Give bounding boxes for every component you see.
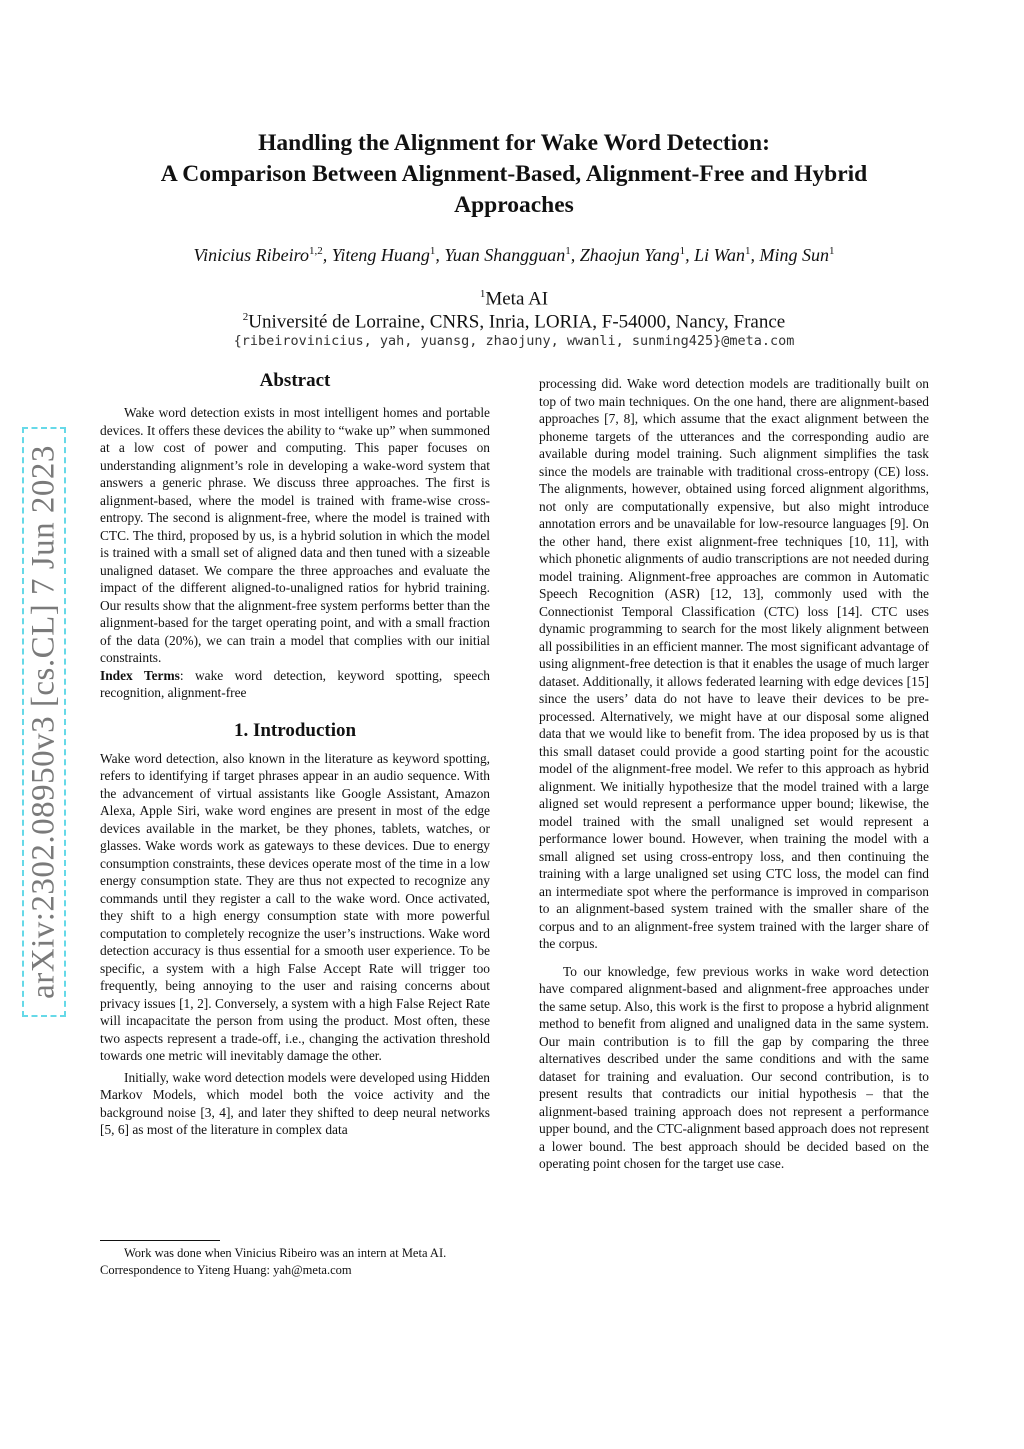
abstract-heading: Abstract <box>259 370 331 391</box>
footnote-line-2: Correspondence to Yiteng Huang: yah@meta.com <box>100 1262 352 1277</box>
affiliation-2: $^2$Université de Lorraine, CNRS, Inria, LORIA, F-54000, Nancy, France <box>242 311 786 333</box>
footnote-divider <box>100 1240 220 1241</box>
abstract-text: Wake word detection exists in most intelligent homes and portable devices. It offers these devices the ability to “wake up” when summoned at a low cost of power and computing. This paper focuses on understanding alignment’s role in developing a wake-word system that answers a generic phrase. We discuss three approaches. The first is alignment-based, where the model is trained with frame-wise cross-entropy. The second is alignment-free, where the model is trained with CTC. The third, proposed by us, is a hybrid solution in which the model is trained with a small set of aligned data and then tuned with a sizeable unaligned dataset. We compare the three approaches and evaluate the impact of the different aligned-to-unaligned ratios for hybrid training. Our results show that the alignment-free system performs better than the alignment-based for the target operating point, and with a small fraction of the data (20%), we can train a model that complies with our initial constraints. <box>100 405 490 665</box>
title-line-1: Handling the Alignment for Wake Word Detection: <box>258 130 770 156</box>
paper-title <box>100 128 928 221</box>
introduction-heading: 1. Introduction <box>233 719 357 741</box>
intro-paragraph-1: Wake word detection, also known in the literature as keyword spotting, refers to identifying if target phrases appear in an audio sequence. With the advancement of virtual assistants like Google Assistant, Amazon Alexa, Apple Siri, wake word engines are present in most of the edge devices available in the market, be they phones, tablets, watches, or glasses. Wake words work as gateways to these devices. Due to energy consumption constraints, these devices operate most of the time in a low energy consumption state. They are thus not expected to recognize any commands until they register a call to the wake word. Once activated, they shift to a high energy consumption state with more powerful computation to completely recognize the user’s instructions. Wake word detection accuracy is thus essential for a smooth user experience. To be specific, a system with a high False Accept Rate will trigger too frequently, being annoying to the user and raising concerns about privacy issues [1, 2]. Conversely, a system with a high False Reject Rate will incapacitate the person from using the product. Most often, these two aspects represent a trade-off, i.e., changing the activation threshold towards one metric will inevitably damage the other. <box>100 750 490 1063</box>
intro-paragraph-2: Initially, wake word detection models were developed using Hidden Markov Models, which model both the voice activity and the background noise [3, 4], and later they shifted to deep neural networks [5, 6] as most of the literature in complex data <box>100 1069 490 1137</box>
author: Li Wan$^1$, <box>694 245 760 265</box>
index-terms: Index Terms: wake word detection, keyword spotting, speech recognition, alignment-free <box>100 667 491 700</box>
arxiv-identifier: arXiv:2302.08950v3 [cs.CL] 7 Jun 2023 <box>25 445 62 999</box>
author: Yuan Shangguan$^1$, <box>444 245 580 265</box>
footnote-line-1: Work was done when Vinicius Ribeiro was an intern at Meta AI. <box>124 1246 447 1260</box>
author: Zhaojun Yang$^1$, <box>579 245 695 265</box>
affiliation-1: $^1$Meta AI <box>479 288 549 310</box>
author: Vinicius Ribeiro$^{1,2}$, <box>193 245 332 265</box>
author: Yiteng Huang$^1$, <box>331 245 445 265</box>
author-emails: {ribeirovinicius, yah, yuansg, zhaojuny, wwanli, sunming425}@meta.com <box>233 333 795 349</box>
author: Ming Sun$^1$ <box>759 245 835 265</box>
author-list <box>100 238 928 268</box>
intro-paragraph-3: To our knowledge, few previous works in wake word detection have compared alignment-based and alignment-free approaches under the same setup. Also, this work is the first to propose a hybrid alignment method to benefit from aligned and unaligned data in the same system. Our main contribution is to fill the gap by comparing the three alternatives described under the same conditions and with the same dataset for training and evaluation. Our second contribution, is to present results that contradicts our initial hypothesis – that the alignment-based training approach does not represent a performance upper bound, and the CTC-alignment based approach does not represent a lower bound. The best approach should be decided based on the operating point chosen for the target use case. <box>539 963 929 1171</box>
footnote <box>100 1245 490 1278</box>
right-column <box>539 375 929 1173</box>
title-line-2: A Comparison Between Alignment-Based, Alignment-Free and Hybrid <box>160 161 868 187</box>
intro-paragraph-2-continued: processing did. Wake word detection models are traditionally built on top of two main techniques. On the one hand, there are alignment-based approaches [7, 8], which assume that the exact alignment between the phoneme targets of the utterances and the corresponding audio are available during model training. Such alignment simplifies the task since the models are trainable with traditional cross-entropy (CE) loss. The alignments, however, obtained using forced alignment algorithms, not only are computationally expensive, but also might introduce annotation errors and be unavailable for low-resource languages [9]. On the other hand, there exist alignment-free techniques [10, 11], with which phonetic alignments of audio transcriptions are not needed during model training. Alignment-free approaches are common in Automatic Speech Recognition (ASR) [12, 13], commonly used with the Connectionist Temporal Classification (CTC) loss [14]. CTC uses dynamic programming to search for the most likely alignment between all possibilities in an efficient manner. The most significant advantage of using alignment-free detection is that it enables the usage of much larger dataset. Additionally, it allows federated learning with edge devices [15] since the users’ data do not have to leave their devices to be pre-processed. Alternatively, we might have at our disposal some aligned data that we would like to benefit from. The idea proposed by us is that this small dataset could provide a good starting point for the acoustic model of the alignment-free model. We refer to this approach as hybrid alignment. We initially hypothesize that the model trained with a large aligned set would represent a performance upper bound; likewise, the model trained with the small unaligned set would represent a performance lower bound. However, when training the model with a small aligned set using cross-entropy loss, and then continuing the training with a large unaligned set using CTC loss, the model can find an intermediate spot where the performance is improved in comparison to an alignment-based system trained with the smaller share of the corpus and to an alignment-free system trained with the larger share of the corpus. <box>539 376 929 951</box>
title-line-3: Approaches <box>454 192 574 218</box>
left-column <box>100 370 490 1139</box>
